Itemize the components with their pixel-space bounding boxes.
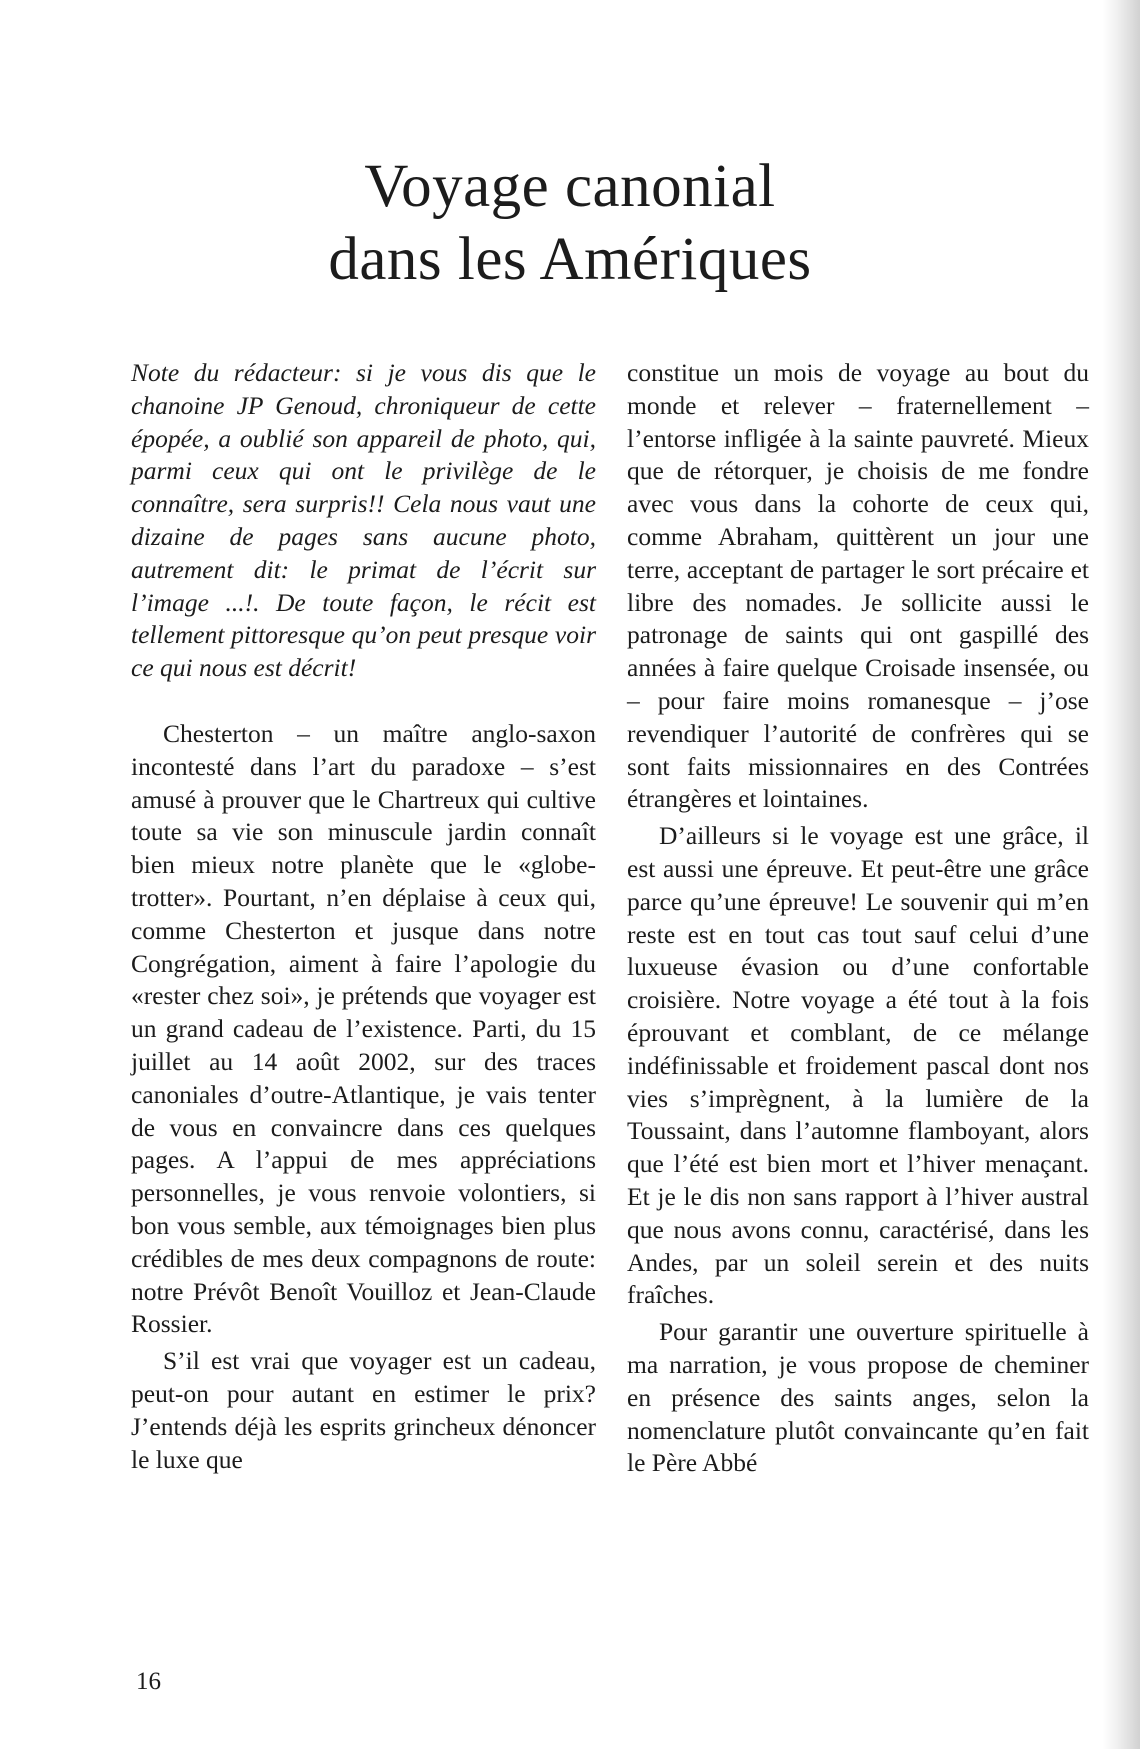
right-column: [627, 357, 1089, 1480]
body-paragraph: S’il est vrai que voyager est un cadeau, peut-on pour autant en estimer le prix? J’entends déjà les esprits grincheux dénoncer le luxe que: [131, 1346, 596, 1474]
left-column: [131, 357, 596, 1476]
editor-note: Note du rédacteur: si je vous dis que le chanoine JP Genoud, chroniqueur de cette épopée, a oublié son appareil de photo, qui, parmi ceux qui ont le privilège de le connaître, sera surpris!! Cela nous vaut une dizaine de pages sans aucune photo, autrement dit: le primat de l’écrit sur l’image ...!. De toute façon, le récit est tellement pittoresque qu’on peut presque voir ce qui nous est décrit!: [131, 358, 596, 683]
article-title-line-1: Voyage canonial: [364, 153, 776, 220]
page-number: 16: [136, 1668, 161, 1695]
body-paragraph: constitue un mois de voyage au bout du monde et relever – fraternellement – l’entorse infligée à la sainte pauvreté. Mieux que de rétorquer, je choisis de me fondre avec vous dans la cohorte de ceux qui, comme Abraham, quittèrent un jour une terre, acceptant de partager le sort précaire et libre des nomades. Je sollicite aussi le patronage de saints qui ont gaspillé des années à faire quelque Croisade insensée, ou – pour faire moins romanesque – j’ose revendiquer l’autorité de confrères qui se sont faits missionnaires en des Contrées étrangères et lointaines.: [627, 358, 1089, 814]
body-paragraph: Pour garantir une ouverture spirituelle à ma narration, je vous propose de cheminer en présence des saints anges, selon la nomenclature plutôt convaincante qu’en fait le Père Abbé: [627, 1317, 1089, 1478]
body-paragraph: Chesterton – un maître anglo-saxon incontesté dans l’art du paradoxe – s’est amusé à prouver que le Chartreux qui cultive toute sa vie son minuscule jardin connaît bien mieux notre planète que le «globe-trotter». Pourtant, n’en déplaise à ceux qui, comme Chesterton et jusque dans notre Congrégation, aiment à faire l’apologie du «rester chez soi», je prétends que voyager est un grand cadeau de l’existence. Parti, du 15 juillet au 14 août 2002, sur des traces canoniales d’outre-Atlantique, je vais tenter de vous en convaincre dans ces quelques pages. A l’appui de mes appréciations personnelles, je vous renvoie volontiers, si bon vous semble, aux témoignages bien plus crédibles de mes deux compagnons de route: notre Prévôt Benoît Vouilloz et Jean-Claude Rossier.: [131, 718, 596, 1339]
body-paragraph: D’ailleurs si le voyage est une grâce, il est aussi une épreuve. Et peut-être une grâce parce qu’une épreuve! Le souvenir qui m’en reste est en tout cas tout sauf celui d’une luxueuse évasion ou d’une confortable croisière. Notre voyage a été tout à la fois éprouvant et comblant, de ce mélange indéfinissable et froidement pascal dont nos vies s’imprègnent, à la lumière de la Toussaint, dans l’automne flamboyant, alors que l’été est bien mort et l’hiver menaçant. Et je le dis non sans rapport à l’hiver austral que nous avons connu, caractérisé, dans les Andes, par un soleil serein et des nuits fraîches.: [627, 821, 1089, 1310]
article-title-line-2: dans les Amériques: [328, 226, 812, 294]
article-title: [0, 150, 1140, 296]
